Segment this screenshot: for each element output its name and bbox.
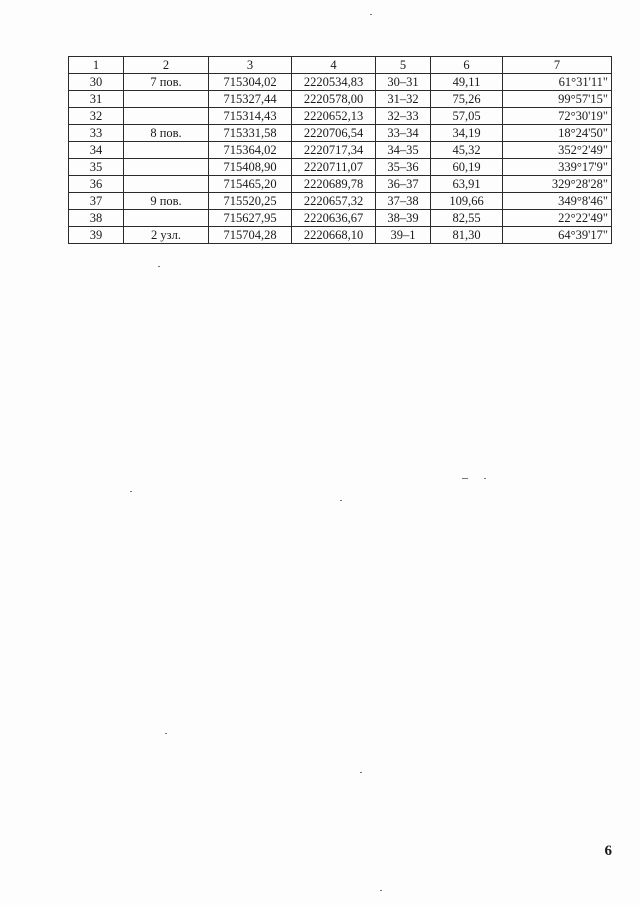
point-number: 39 (69, 227, 124, 244)
bearing: 18°24'50" (503, 125, 612, 142)
scan-speck (130, 491, 132, 492)
page-number: 6 (604, 843, 612, 859)
table-row (69, 210, 612, 227)
length: 57,05 (431, 108, 503, 125)
table-row (69, 108, 612, 125)
bearing: 99°57'15" (503, 91, 612, 108)
coordinates-table (68, 56, 612, 244)
table-header-row (69, 57, 612, 74)
coordinate-y: 2220689,78 (292, 176, 376, 193)
scan-speck (380, 890, 382, 891)
point-type (124, 142, 209, 159)
bearing: 72°30'19" (503, 108, 612, 125)
segment: 33–34 (376, 125, 431, 142)
coordinate-x: 715627,95 (209, 210, 292, 227)
coordinate-y: 2220711,07 (292, 159, 376, 176)
point-type (124, 176, 209, 193)
point-type: 9 пов. (124, 193, 209, 210)
bearing: 339°17'9" (503, 159, 612, 176)
point-type: 2 узл. (124, 227, 209, 244)
length: 34,19 (431, 125, 503, 142)
scan-speck (158, 266, 160, 267)
table-row (69, 176, 612, 193)
coordinate-y: 2220657,32 (292, 193, 376, 210)
bearing: 352°2'49" (503, 142, 612, 159)
coordinate-x: 715331,58 (209, 125, 292, 142)
segment: 38–39 (376, 210, 431, 227)
point-type (124, 210, 209, 227)
column-header: 1 (69, 57, 124, 74)
length: 109,66 (431, 193, 503, 210)
segment: 34–35 (376, 142, 431, 159)
coordinate-y: 2220578,00 (292, 91, 376, 108)
coordinate-x: 715314,43 (209, 108, 292, 125)
column-header: 4 (292, 57, 376, 74)
table-row (69, 142, 612, 159)
scan-speck (360, 772, 362, 773)
point-number: 37 (69, 193, 124, 210)
point-type (124, 91, 209, 108)
length: 49,11 (431, 74, 503, 91)
coordinate-y: 2220636,67 (292, 210, 376, 227)
scan-speck (165, 733, 167, 734)
point-number: 38 (69, 210, 124, 227)
column-header: 2 (124, 57, 209, 74)
bearing: 22°22'49" (503, 210, 612, 227)
column-header: 3 (209, 57, 292, 74)
bearing: 61°31'11" (503, 74, 612, 91)
length: 63,91 (431, 176, 503, 193)
scan-speck (340, 500, 342, 501)
length: 82,55 (431, 210, 503, 227)
coordinate-x: 715520,25 (209, 193, 292, 210)
scan-speck (484, 478, 486, 479)
table-row (69, 91, 612, 108)
point-number: 35 (69, 159, 124, 176)
point-number: 31 (69, 91, 124, 108)
point-number: 30 (69, 74, 124, 91)
point-type (124, 159, 209, 176)
segment: 35–36 (376, 159, 431, 176)
bearing: 349°8'46" (503, 193, 612, 210)
coordinate-y: 2220534,83 (292, 74, 376, 91)
table-row (69, 159, 612, 176)
coordinate-x: 715304,02 (209, 74, 292, 91)
coordinate-x: 715364,02 (209, 142, 292, 159)
coordinate-y: 2220717,34 (292, 142, 376, 159)
segment: 39–1 (376, 227, 431, 244)
coordinate-y: 2220668,10 (292, 227, 376, 244)
coordinate-y: 2220706,54 (292, 125, 376, 142)
column-header: 7 (503, 57, 612, 74)
point-number: 34 (69, 142, 124, 159)
length: 81,30 (431, 227, 503, 244)
length: 60,19 (431, 159, 503, 176)
coordinate-y: 2220652,13 (292, 108, 376, 125)
point-type: 8 пов. (124, 125, 209, 142)
point-number: 32 (69, 108, 124, 125)
point-type: 7 пов. (124, 74, 209, 91)
length: 75,26 (431, 91, 503, 108)
segment: 31–32 (376, 91, 431, 108)
coordinate-x: 715465,20 (209, 176, 292, 193)
table-row (69, 227, 612, 244)
point-number: 36 (69, 176, 124, 193)
column-header: 5 (376, 57, 431, 74)
coordinate-x: 715327,44 (209, 91, 292, 108)
segment: 30–31 (376, 74, 431, 91)
segment: 36–37 (376, 176, 431, 193)
coordinate-x: 715408,90 (209, 159, 292, 176)
bearing: 64°39'17" (503, 227, 612, 244)
table-row (69, 74, 612, 91)
length: 45,32 (431, 142, 503, 159)
segment: 32–33 (376, 108, 431, 125)
bearing: 329°28'28" (503, 176, 612, 193)
table-row (69, 193, 612, 210)
scan-speck (462, 478, 468, 479)
column-header: 6 (431, 57, 503, 74)
point-type (124, 108, 209, 125)
table-row (69, 125, 612, 142)
scan-speck (370, 14, 372, 15)
segment: 37–38 (376, 193, 431, 210)
coordinate-x: 715704,28 (209, 227, 292, 244)
point-number: 33 (69, 125, 124, 142)
